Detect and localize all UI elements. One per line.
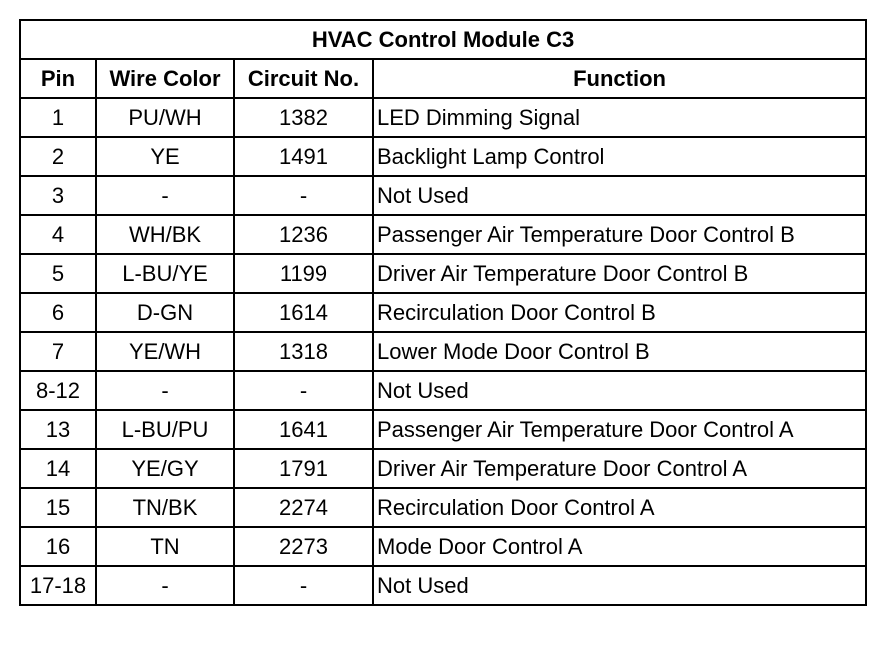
circuit-no-cell: 1614 [234, 293, 373, 332]
function-cell: Driver Air Temperature Door Control B [373, 254, 866, 293]
table-row [20, 566, 866, 605]
pin-cell: 1 [20, 98, 96, 137]
wire-color-cell: TN/BK [96, 488, 234, 527]
pin-cell: 16 [20, 527, 96, 566]
function-cell: Not Used [373, 371, 866, 410]
function-cell: Not Used [373, 176, 866, 215]
pin-cell: 8-12 [20, 371, 96, 410]
pin-cell: 7 [20, 332, 96, 371]
circuit-no-cell: - [234, 566, 373, 605]
table-row [20, 176, 866, 215]
function-cell: Not Used [373, 566, 866, 605]
table-row [20, 410, 866, 449]
circuit-no-cell: 1199 [234, 254, 373, 293]
wire-color-cell: L-BU/YE [96, 254, 234, 293]
function-cell: Passenger Air Temperature Door Control A [373, 410, 866, 449]
wire-color-cell: YE [96, 137, 234, 176]
circuit-no-cell: 1382 [234, 98, 373, 137]
function-cell: Backlight Lamp Control [373, 137, 866, 176]
table-row [20, 293, 866, 332]
circuit-no-cell: 1236 [234, 215, 373, 254]
table-row [20, 254, 866, 293]
table-row [20, 98, 866, 137]
wire-color-cell: TN [96, 527, 234, 566]
pin-cell: 6 [20, 293, 96, 332]
table-row [20, 488, 866, 527]
pin-cell: 5 [20, 254, 96, 293]
pin-cell: 15 [20, 488, 96, 527]
table-header-row [20, 59, 866, 98]
function-cell: Passenger Air Temperature Door Control B [373, 215, 866, 254]
wire-color-cell: WH/BK [96, 215, 234, 254]
table-row [20, 527, 866, 566]
table-title: HVAC Control Module C3 [20, 20, 866, 59]
pin-cell: 13 [20, 410, 96, 449]
circuit-no-cell: - [234, 176, 373, 215]
wire-color-cell: - [96, 176, 234, 215]
circuit-no-cell: 1791 [234, 449, 373, 488]
pin-cell: 17-18 [20, 566, 96, 605]
pin-cell: 2 [20, 137, 96, 176]
wire-color-cell: PU/WH [96, 98, 234, 137]
table-body [20, 98, 866, 605]
pin-cell: 3 [20, 176, 96, 215]
wire-color-cell: D-GN [96, 293, 234, 332]
header-function: Function [373, 59, 866, 98]
circuit-no-cell: 1318 [234, 332, 373, 371]
wire-color-cell: - [96, 371, 234, 410]
header-wire-color: Wire Color [96, 59, 234, 98]
circuit-no-cell: 2273 [234, 527, 373, 566]
function-cell: Mode Door Control A [373, 527, 866, 566]
table-row [20, 449, 866, 488]
circuit-no-cell: 1491 [234, 137, 373, 176]
wire-color-cell: YE/GY [96, 449, 234, 488]
circuit-no-cell: - [234, 371, 373, 410]
header-circuit-no: Circuit No. [234, 59, 373, 98]
function-cell: Recirculation Door Control A [373, 488, 866, 527]
table-title-row [20, 20, 866, 59]
connector-pinout-table [19, 19, 867, 606]
wire-color-cell: L-BU/PU [96, 410, 234, 449]
table-row [20, 137, 866, 176]
function-cell: Recirculation Door Control B [373, 293, 866, 332]
table-row [20, 332, 866, 371]
wire-color-cell: - [96, 566, 234, 605]
function-cell: Lower Mode Door Control B [373, 332, 866, 371]
pin-cell: 14 [20, 449, 96, 488]
circuit-no-cell: 1641 [234, 410, 373, 449]
header-pin: Pin [20, 59, 96, 98]
function-cell: Driver Air Temperature Door Control A [373, 449, 866, 488]
function-cell: LED Dimming Signal [373, 98, 866, 137]
table-row [20, 371, 866, 410]
circuit-no-cell: 2274 [234, 488, 373, 527]
wire-color-cell: YE/WH [96, 332, 234, 371]
pin-cell: 4 [20, 215, 96, 254]
table-row [20, 215, 866, 254]
